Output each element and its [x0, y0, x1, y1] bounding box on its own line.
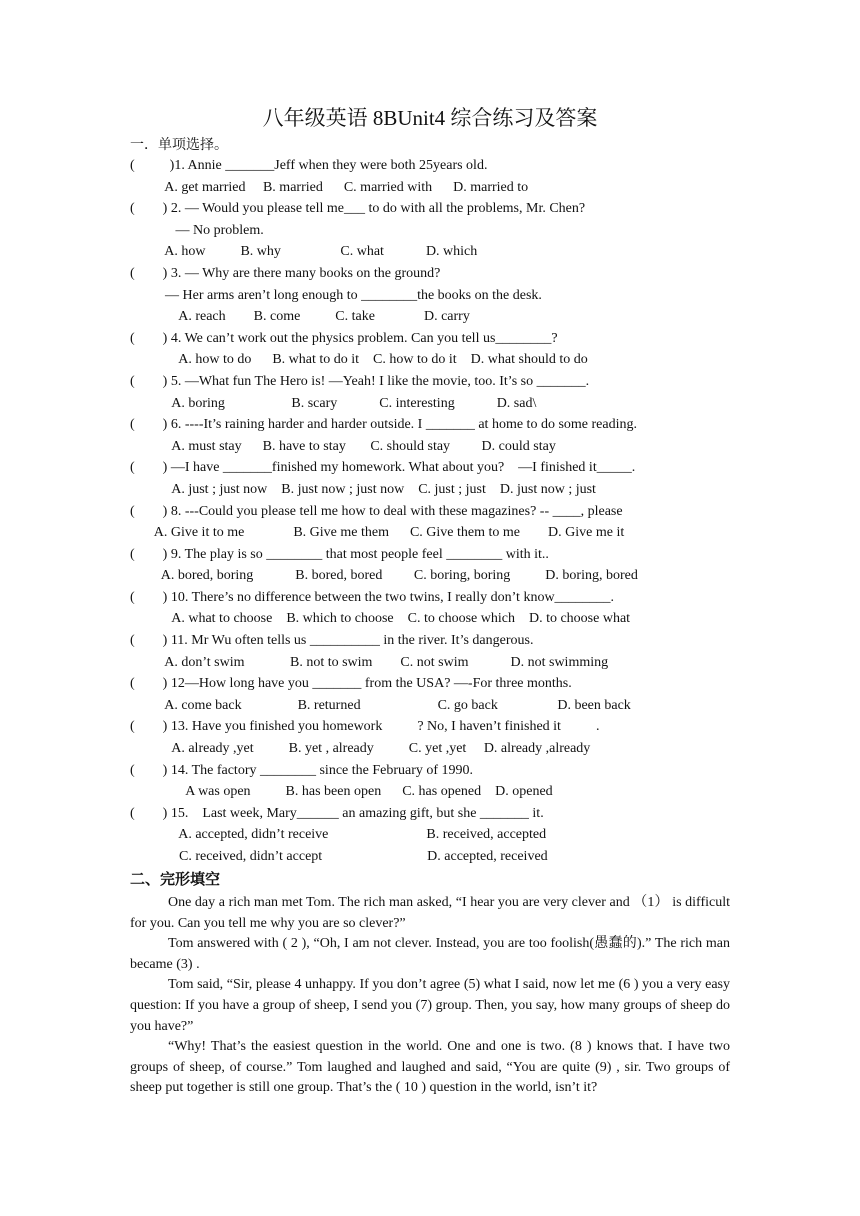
question-options: A. get married B. married C. married with D. married to — [130, 179, 529, 195]
section-heading-cloze: 二、完形填空 — [130, 870, 221, 888]
question-options: A. don’t swim B. not to swim C. not swim D. not swimming — [130, 654, 609, 670]
passage-paragraph: One day a rich man met Tom. The rich man asked, “I hear you are very clever and （1） is difficult for you. Can you tell me why you are so clever?” — [130, 895, 730, 931]
question-options: A. how B. why C. what D. which — [130, 244, 478, 260]
answer-blank[interactable]: ( ) — [130, 460, 168, 476]
question-stem: ( ) 4. We can’t work out the physics problem. Can you tell us________? — [130, 330, 558, 346]
question-dialogue: — Her arms aren’t long enough to ________the books on the desk. — [130, 287, 542, 303]
passage-paragraph: “Why! That’s the easiest question in the world. One and one is two. (8 ) knows that. I have two groups of sheep, of course.” Tom laughed and laughed and said, “You are quite (9) , sir. Two groups of sheep put together is still one group. That’s the ( 10 ) question in the world, isn’t it? — [130, 1039, 730, 1096]
question-stem: ( ) 15. Last week, Mary______ an amazing gift, but she _______ it. — [130, 805, 544, 821]
question-options: A. how to do B. what to do it C. how to do it D. what should to do — [130, 352, 588, 368]
answer-blank[interactable]: ( ) — [130, 676, 168, 692]
answer-blank[interactable]: ( ) — [130, 503, 168, 519]
question-stem: ( ) 14. The factory ________ since the February of 1990. — [130, 762, 474, 778]
question-options: A. must stay B. have to stay C. should stay D. could stay — [130, 438, 556, 454]
question-options: A. come back B. returned C. go back D. been back — [130, 697, 631, 713]
question-options: A. boring B. scary C. interesting D. sad\ — [130, 395, 537, 411]
answer-blank[interactable]: ( ) — [130, 633, 168, 649]
answer-blank[interactable]: ( ) — [130, 546, 168, 562]
section-heading-multiple-choice: 一．单项选择。 — [130, 138, 228, 153]
answer-blank[interactable]: ( ) — [130, 330, 168, 346]
question-stem: ( )1. Annie _______Jeff when they were both 25years old. — [130, 158, 488, 173]
answer-blank[interactable]: ( ) — [130, 417, 168, 433]
answer-blank[interactable]: ( ) — [130, 265, 168, 281]
answer-blank[interactable]: ( ) — [130, 201, 168, 217]
question-stem: ( ) 8. ---Could you please tell me how to deal with these magazines? -- ____, please — [130, 503, 623, 519]
question-options: A. already ,yet B. yet , already C. yet ,yet D. already ,already — [130, 741, 591, 757]
question-options: A. what to choose B. which to choose C. to choose which D. to choose what — [130, 611, 631, 627]
question-stem: ( ) 5. —What fun The Hero is! —Yeah! I like the movie, too. It’s so _______. — [130, 373, 590, 389]
question-stem: ( ) 2. — Would you please tell me___ to do with all the problems, Mr. Chen? — [130, 201, 586, 217]
question-stem: ( ) 9. The play is so ________ that most people feel ________ with it.. — [130, 546, 549, 562]
question-options: A. reach B. come C. take D. carry — [130, 309, 470, 325]
answer-blank[interactable]: ( ) — [130, 158, 175, 173]
question-stem: ( ) —I have _______finished my homework. What about you? —I finished it_____. — [130, 460, 636, 476]
question-options: A. just ; just now B. just now ; just now C. just ; just D. just now ; just — [130, 481, 596, 497]
answer-blank[interactable]: ( ) — [130, 805, 168, 821]
question-options: A. accepted, didn’t receive B. received, accepted — [130, 827, 547, 843]
question-options: A. bored, boring B. bored, bored C. boring, boring D. boring, bored — [130, 568, 638, 584]
question-dialogue: — No problem. — [130, 222, 264, 238]
question-stem: ( ) 12—How long have you _______ from the USA? —-For three months. — [130, 676, 572, 692]
answer-blank[interactable]: ( ) — [130, 719, 168, 735]
answer-blank[interactable]: ( ) — [130, 589, 168, 605]
passage-paragraph: Tom answered with ( 2 ), “Oh, I am not clever. Instead, you are too foolish(愚蠢的).” The rich man became (3) . — [130, 936, 730, 972]
question-options: A. Give it to me B. Give me them C. Give them to me D. Give me it — [130, 525, 625, 541]
question-stem: ( ) 6. ----It’s raining harder and harder outside. I _______ at home to do some reading. — [130, 417, 637, 433]
question-options: C. received, didn’t accept D. accepted, received — [130, 849, 548, 864]
question-stem: ( ) 10. There’s no difference between the two twins, I really don’t know________. — [130, 589, 615, 605]
question-stem: ( ) 11. Mr Wu often tells us __________ in the river. It’s dangerous. — [130, 633, 534, 649]
question-list — [130, 155, 740, 868]
question-options: A was open B. has been open C. has opened D. opened — [130, 784, 553, 800]
passage-paragraph: Tom said, “Sir, please 4 unhappy. If you don’t agree (5) what I said, now let me (6 ) you a very easy question: If you have a group of sheep, I send you (7) group. Then, you say, how many groups of sheep do you have?” — [130, 977, 730, 1034]
question-stem: ( ) 3. — Why are there many books on the ground? — [130, 265, 441, 281]
cloze-passage — [130, 893, 730, 1099]
answer-blank[interactable]: ( ) — [130, 762, 168, 778]
answer-blank[interactable]: ( ) — [130, 373, 168, 389]
question-stem: ( ) 13. Have you finished you homework ? No, I haven’t finished it . — [130, 719, 600, 735]
document-title: 八年级英语 8BUnit4 综合练习及答案 — [262, 106, 598, 130]
